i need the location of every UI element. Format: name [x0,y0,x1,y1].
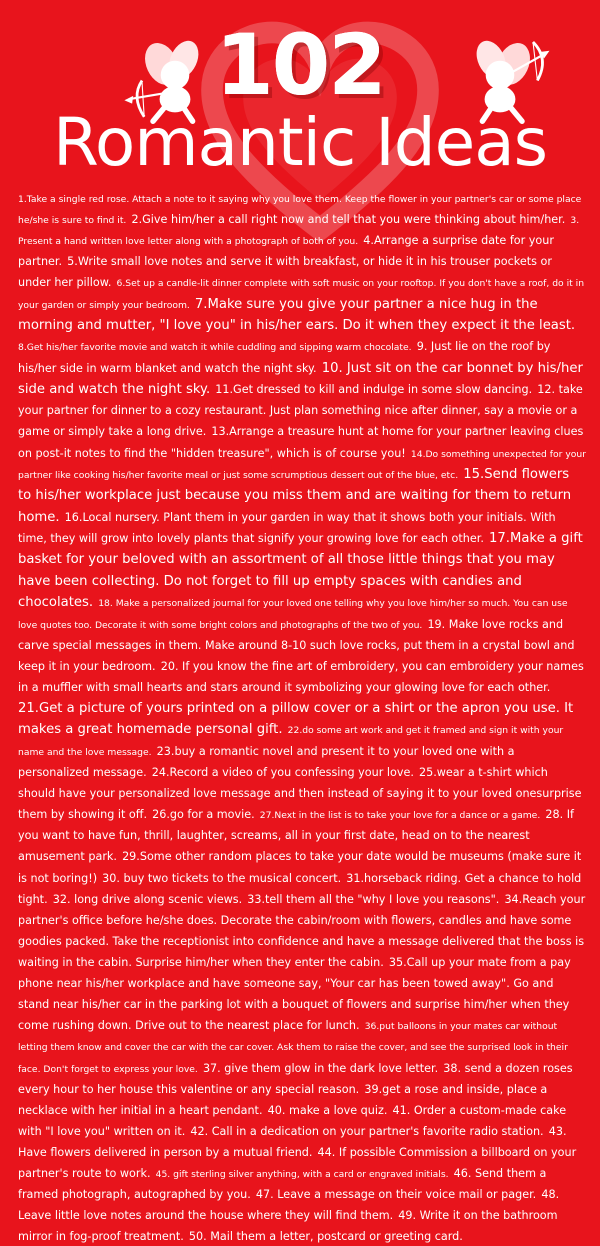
idea-item: 23.buy a romantic novel and present it to your loved one with a personalized message. [18,744,515,780]
idea-item: 41. Order a custom-made cake with "I love you" written on it. [18,1103,567,1138]
idea-item: 48. Leave little love notes around the house where they will find them. [18,1188,560,1223]
idea-item: 30. buy two tickets to the musical concert. [102,871,342,885]
idea-item: 34.Reach your partner's office before he/she does. Decorate the cabin/room with flowers, candles and have some goodies packed. Take the receptionist into confidence and have a message delivered that the boss is waiting in the cabin. Surprise him/her when they enter the cabin. [18,892,586,969]
idea-item: 15.Send flowers to his/her workplace just because you miss them and are waiting for them to return home. [18,466,572,525]
idea-item: 9. Just lie on the roof by his/her side in warm blanket and watch the night sky. [18,340,551,375]
idea-item: 50. Mail them a letter, postcard or greeting card. [188,1230,463,1244]
idea-item: 45. gift sterling silver anything, with a card or engraved initials. [155,1169,449,1181]
idea-item: 21.Get a picture of yours printed on a pillow cover or a shirt or the apron you use. It makes a great homemade personal gift. [18,701,574,738]
idea-item: 44. If possible Commission a billboard on your partner's route to work. [18,1145,577,1181]
idea-item: 29.Some other random places to take your date would be museums (make sure it is not boring!) [18,850,582,885]
idea-item: 19. Make love rocks and carve special messages in them. Make around 8-10 such love rocks, put them in a crystal bowl and keep it in your bedroom. [18,617,575,673]
idea-item: 25.wear a t-shirt which should have your personalized love message and then instead of saying it to your loved onesurprise them by showing it off. [18,766,582,822]
ideas-list [18,186,586,1244]
idea-item: 27.Next in the list is to take your love for a dance or a game. [259,810,541,822]
idea-item: 42. Call in a dedication on your partner's favorite radio station. [190,1124,544,1138]
idea-item: 39.get a rose and inside, place a necklace with her initial in a heart pendant. [18,1082,548,1117]
idea-item: 43. Have flowers delivered in person by a mutual friend. [18,1124,567,1159]
idea-item: 31.horseback riding. Get a chance to hold tight. [18,871,582,906]
idea-item: 40. make a love quiz. [267,1103,388,1117]
idea-item: 47. Leave a message on their voice mail or pager. [255,1188,537,1202]
idea-item: 12. take your partner for dinner to a cozy restaurant. Just plan something nice after dinner, say a movie or a game or simply take a long drive. [18,382,583,439]
idea-item: 2.Give him/her a call right now and tell that you were thinking about him/her. [131,213,566,227]
idea-item: 7.Make sure you give your partner a nice hug in the morning and mutter, "I love you" in his/her ears. Do it when they expect it the least. [18,296,576,333]
idea-item: 26.go for a movie. [152,808,255,822]
idea-item: 35.Call up your mate from a pay phone near his/her workplace and have someone say, "Your car has been towed away". Go and stand near his/her car in the parking lot with a bouquet of flowers and surprise him/her when they come rushing down. Drive out to the nearest place for lunch. [18,956,571,1033]
idea-item: 24.Record a video of you confessing your love. [151,766,414,780]
idea-item: 49. Write it on the bathroom mirror in fog-proof treatment. [18,1209,558,1244]
idea-item: 10. Just sit on the car bonnet by his/her side and watch the night sky. [18,360,583,397]
idea-item: 17.Make a gift basket for your beloved with an assortment of all those little things that you may have been collecting. Do not forget to fill up empty spaces with candies and chocolates. [18,530,583,611]
page-title: Romantic Ideas [52,104,548,181]
title-number: 102 [215,16,385,114]
idea-item: 37. give them glow in the dark love letter. [202,1061,439,1075]
idea-item: 46. Send them a framed photograph, autographed by you. [18,1167,547,1202]
idea-item: 33.tell them all the "why I love you reasons". [247,892,500,906]
idea-item: 36.put balloons in your mates car without letting them know and cover the car with the car cover. Ask them to raise the cover, and see the surprised look in their face. Don't forget to express your love. [18,1021,568,1075]
idea-item: 20. If you know the fine art of embroidery, you can embroidery your names in a muffler with small hearts and stars around it symbolizing your glowing love for each other. [18,659,584,694]
idea-item: 1.Take a single red rose. Attach a note to it saying why you love them. Keep the flower in your partner's car or some place he/she is sure to find it. [18,194,582,227]
idea-item: 8.Get his/her favorite movie and watch it while cuddling and sipping warm chocolate. [18,342,412,354]
idea-item: 18. Make a personalized journal for your loved one telling why you love him/her so much. You can use love quotes too. Decorate it with some bright colors and photographs of the two of you. [18,598,568,631]
idea-item: 14.Do something unexpected for your partner like cooking his/her favorite meal or just some scrumptious dessert out of the blue, etc. [18,448,586,481]
idea-item: 5.Write small love notes and serve it with breakfast, or hide it in his trouser pockets or under her pillow. [18,255,552,290]
idea-item: 22.do some art work and get it framed and sign it with your name and the love message. [18,725,564,758]
idea-item: 3. Present a hand written love letter along with a photograph of both of you. [18,215,580,248]
idea-item: 13.Arrange a treasure hunt at home for your partner leaving clues on post-it notes to find the "hidden treasure", which is of course you! [18,425,584,460]
idea-item: 28. If you want to have fun, thrill, laughter, screams, all in your first date, head on to the nearest amusement park. [18,808,574,864]
idea-item: 4.Arrange a surprise date for your partner. [18,234,554,269]
idea-item: 11.Get dressed to kill and indulge in some slow dancing. [215,382,533,396]
idea-item: 38. send a dozen roses every hour to her house this valentine or any special reason. [18,1061,573,1096]
idea-item: 6.Set up a candle-lit dinner complete with soft music on your rooftop. If you don't have a roof, do it in your garden or simply your bedroom. [18,278,585,311]
idea-item: 16.Local nursery. Plant them in your garden in way that it shows both your initials. With time, they will grow into lovely plants that signify your growing love for each other. [18,510,556,545]
idea-item: 32. long drive along scenic views. [52,892,243,906]
